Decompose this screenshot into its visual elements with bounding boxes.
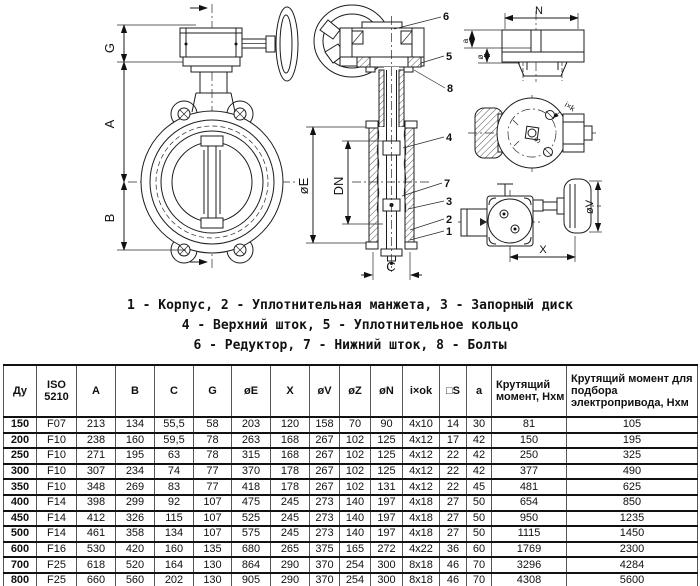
table-cell: 358 (116, 526, 155, 542)
table-cell: F10 (37, 448, 77, 464)
table-cell: 377 (492, 464, 567, 480)
dim-label-square: S (532, 135, 543, 146)
dim-label-bore: ø (476, 54, 485, 60)
table-row (4, 433, 698, 449)
table-cell: 864 (232, 557, 271, 573)
gearbox-section (340, 22, 424, 72)
column-header-oe: øE (232, 365, 271, 417)
table-cell: 238 (77, 433, 116, 449)
table-cell: 165 (340, 542, 371, 558)
table-cell: 134 (155, 526, 194, 542)
table-cell: 130 (194, 557, 232, 573)
table-cell: 3296 (492, 557, 567, 573)
gearbox-top-view (458, 179, 602, 262)
table-cell: 420 (116, 542, 155, 558)
column-header-oz: øZ (340, 365, 371, 417)
cell-dn: 600 (4, 542, 37, 558)
table-cell: 63 (155, 448, 194, 464)
cell-dn: 500 (4, 526, 37, 542)
valve-technical-drawing (0, 0, 700, 292)
table-cell: 267 (310, 479, 340, 495)
table-cell: 254 (340, 573, 371, 586)
table-cell: 36 (440, 542, 467, 558)
table-cell: 370 (310, 573, 340, 586)
dim-label-g: G (102, 42, 117, 54)
table-cell: 164 (155, 557, 194, 573)
cell-dn: 350 (4, 479, 37, 495)
column-header-du: Ду (4, 365, 37, 417)
table-cell: 265 (271, 542, 310, 558)
table-cell: 8x18 (403, 557, 440, 573)
table-cell: 4x12 (403, 479, 440, 495)
table-cell: 134 (116, 417, 155, 433)
table-cell: 315 (232, 448, 271, 464)
table-cell: 105 (567, 417, 698, 433)
table-cell: 45 (467, 479, 492, 495)
table-cell: 525 (232, 511, 271, 527)
table-cell: 60 (467, 542, 492, 558)
column-header-on: øN (371, 365, 403, 417)
table-cell: 267 (310, 464, 340, 480)
table-cell: 490 (567, 464, 698, 480)
table-cell: 83 (155, 479, 194, 495)
table-cell: 5600 (567, 573, 698, 586)
table-cell: 290 (271, 573, 310, 586)
column-header-iso: ISO 5210 (37, 365, 77, 417)
table-cell: 300 (371, 573, 403, 586)
table-row (4, 448, 698, 464)
dim-label-a: A (102, 119, 117, 129)
table-row (4, 495, 698, 511)
table-cell: 107 (194, 495, 232, 511)
table-cell: 131 (371, 479, 403, 495)
table-cell: 22 (440, 479, 467, 495)
table-cell: 197 (371, 511, 403, 527)
cell-dn: 400 (4, 495, 37, 511)
table-cell: 1769 (492, 542, 567, 558)
table-cell: 263 (232, 433, 271, 449)
table-cell: 348 (77, 479, 116, 495)
callout-2: 2 (446, 214, 453, 226)
callout-8: 8 (447, 83, 454, 95)
table-row (4, 417, 698, 433)
dim-label-square-depth: a (461, 38, 470, 44)
table-cell: 42 (467, 464, 492, 480)
table-cell: 70 (340, 417, 371, 433)
table-row (4, 464, 698, 480)
table-cell: 178 (271, 464, 310, 480)
table-cell: 4x10 (403, 417, 440, 433)
cell-dn: 300 (4, 464, 37, 480)
table-cell: 50 (467, 526, 492, 542)
table-cell: 77 (194, 479, 232, 495)
table-cell: 160 (116, 433, 155, 449)
table-cell: 2300 (567, 542, 698, 558)
table-cell: 4x18 (403, 495, 440, 511)
table-cell: 102 (340, 448, 371, 464)
table-cell: 92 (155, 495, 194, 511)
table-row (4, 573, 698, 586)
table-cell: 4x18 (403, 511, 440, 527)
table-cell: F07 (37, 417, 77, 433)
callout-4: 4 (446, 132, 453, 144)
table-cell: 654 (492, 495, 567, 511)
table-cell: 140 (340, 511, 371, 527)
table-cell: 150 (492, 433, 567, 449)
table-cell: 660 (77, 573, 116, 586)
table-cell: 560 (116, 573, 155, 586)
table-cell: 300 (371, 557, 403, 573)
callout-3: 3 (446, 196, 453, 208)
dim-label-c: C (386, 259, 396, 274)
table-cell: 203 (232, 417, 271, 433)
table-cell: 234 (116, 464, 155, 480)
table-cell: 370 (310, 557, 340, 573)
column-header-b: B (116, 365, 155, 417)
table-cell: 4x12 (403, 433, 440, 449)
dim-label-x: X (539, 244, 547, 256)
table-cell: 17 (440, 433, 467, 449)
table-cell: 158 (310, 417, 340, 433)
table-cell: 30 (467, 417, 492, 433)
table-cell: 8x18 (403, 573, 440, 586)
table-cell: 370 (232, 464, 271, 480)
table-cell: 70 (467, 557, 492, 573)
table-cell: 42 (467, 448, 492, 464)
table-cell: 481 (492, 479, 567, 495)
table-cell: 950 (492, 511, 567, 527)
table-cell: 102 (340, 433, 371, 449)
table-cell: 27 (440, 526, 467, 542)
table-cell: 58 (194, 417, 232, 433)
legend-line-3: 6 - Редуктор, 7 - Нижний шток, 8 - Болты (193, 338, 507, 353)
table-cell: 418 (232, 479, 271, 495)
table-cell: 168 (271, 448, 310, 464)
table-cell: 625 (567, 479, 698, 495)
table-cell: 272 (371, 542, 403, 558)
table-cell: 202 (155, 573, 194, 586)
table-cell: 70 (467, 573, 492, 586)
table-cell: 245 (271, 526, 310, 542)
table-cell: 520 (116, 557, 155, 573)
table-cell: 213 (77, 417, 116, 433)
table-cell: 50 (467, 511, 492, 527)
cell-dn: 450 (4, 511, 37, 527)
table-cell: 74 (155, 464, 194, 480)
table-cell: 618 (77, 557, 116, 573)
table-cell: 78 (194, 448, 232, 464)
table-header-row (4, 365, 698, 417)
table-cell: 102 (340, 479, 371, 495)
table-cell: 197 (371, 526, 403, 542)
column-header-x: X (271, 365, 310, 417)
dim-label-ov: øV (584, 199, 596, 215)
table-cell: 42 (467, 433, 492, 449)
table-cell: 160 (155, 542, 194, 558)
table-cell: 140 (340, 495, 371, 511)
table-row (4, 557, 698, 573)
dimensions-table (3, 364, 698, 586)
callout-6: 6 (443, 11, 450, 23)
table-row (4, 479, 698, 495)
table-cell: F14 (37, 511, 77, 527)
table-cell: 120 (271, 417, 310, 433)
table-cell: 59,5 (155, 433, 194, 449)
table-cell: F10 (37, 479, 77, 495)
table-cell: F25 (37, 557, 77, 573)
table-cell: 1235 (567, 511, 698, 527)
table-cell: F14 (37, 495, 77, 511)
dim-label-b: B (102, 213, 117, 223)
table-cell: 115 (155, 511, 194, 527)
table-cell: 27 (440, 511, 467, 527)
table-cell: 46 (440, 573, 467, 586)
table-cell: 530 (77, 542, 116, 558)
table-cell: 1115 (492, 526, 567, 542)
table-body (4, 417, 698, 586)
dim-label-oe: øE (296, 177, 311, 195)
table-cell: 27 (440, 495, 467, 511)
legend-line-2: 4 - Верхний шток, 5 - Уплотнительное кольцо (181, 318, 519, 333)
table-row (4, 542, 698, 558)
column-header-a-small: a (467, 365, 492, 417)
table-cell: 197 (371, 495, 403, 511)
table-cell: 22 (440, 464, 467, 480)
table-cell: 125 (371, 433, 403, 449)
table-cell: 475 (232, 495, 271, 511)
column-header-g: G (194, 365, 232, 417)
table-cell: 273 (310, 526, 340, 542)
table-cell: 50 (467, 495, 492, 511)
table-cell: 125 (371, 464, 403, 480)
mount-pattern-detail (468, 95, 597, 173)
table-cell: 14 (440, 417, 467, 433)
table-cell: 1450 (567, 526, 698, 542)
column-header-ixok: i×ok (403, 365, 440, 417)
table-cell: 4x12 (403, 448, 440, 464)
handwheel-front (242, 7, 298, 81)
table-row (4, 511, 698, 527)
table-cell: 250 (492, 448, 567, 464)
table-cell: 325 (567, 448, 698, 464)
callout-7: 7 (444, 178, 451, 190)
table-cell: F10 (37, 464, 77, 480)
column-header-torque-actuator: Крутящий момент для подбора электропривода, Нхм (567, 365, 698, 417)
table-cell: 168 (271, 433, 310, 449)
table-cell: 326 (116, 511, 155, 527)
table-cell: 4308 (492, 573, 567, 586)
table-cell: 267 (310, 433, 340, 449)
table-cell: 680 (232, 542, 271, 558)
table-row (4, 526, 698, 542)
table-cell: F25 (37, 573, 77, 586)
table-cell: F10 (37, 433, 77, 449)
table-cell: 273 (310, 511, 340, 527)
table-cell: 4x18 (403, 526, 440, 542)
table-cell: 90 (371, 417, 403, 433)
table-cell: 299 (116, 495, 155, 511)
table-cell: 271 (77, 448, 116, 464)
table-cell: 195 (116, 448, 155, 464)
flange-detail (461, 5, 584, 82)
table-cell: 4x12 (403, 464, 440, 480)
front-view (102, 4, 298, 270)
callout-1: 1 (446, 226, 453, 238)
table-cell: 107 (194, 511, 232, 527)
legend-line-1: 1 - Корпус, 2 - Уплотнительная манжета, 3 - Запорный диск (126, 298, 574, 313)
dim-label-ixk: i×k (562, 100, 577, 114)
table-cell: 46 (440, 557, 467, 573)
cell-dn: 150 (4, 417, 37, 433)
callout-5: 5 (446, 51, 453, 63)
table-cell: 307 (77, 464, 116, 480)
table-cell: 102 (340, 464, 371, 480)
table-cell: 575 (232, 526, 271, 542)
table-cell: 269 (116, 479, 155, 495)
cell-dn: 250 (4, 448, 37, 464)
table-cell: 375 (310, 542, 340, 558)
table-cell: 4x22 (403, 542, 440, 558)
table-cell: 135 (194, 542, 232, 558)
table-cell: 55,5 (155, 417, 194, 433)
table-cell: 412 (77, 511, 116, 527)
dim-label-n: N (535, 5, 543, 17)
table-cell: 125 (371, 448, 403, 464)
table-cell: 254 (340, 557, 371, 573)
gearbox-front (180, 28, 242, 112)
table-cell: F16 (37, 542, 77, 558)
table-cell: 905 (232, 573, 271, 586)
column-header-c: C (155, 365, 194, 417)
table-cell: 398 (77, 495, 116, 511)
table-cell: 130 (194, 573, 232, 586)
parts-legend (0, 292, 700, 362)
table-cell: 107 (194, 526, 232, 542)
table-cell: 290 (271, 557, 310, 573)
table-cell: 195 (567, 433, 698, 449)
table-cell: F14 (37, 526, 77, 542)
table-cell: 461 (77, 526, 116, 542)
dim-label-dn: DN (331, 176, 346, 196)
table-cell: 140 (340, 526, 371, 542)
table-cell: 245 (271, 495, 310, 511)
table-cell: 267 (310, 448, 340, 464)
column-header-torque: Крутящий момент, Нхм (492, 365, 567, 417)
table-cell: 22 (440, 448, 467, 464)
table-cell: 178 (271, 479, 310, 495)
cell-dn: 700 (4, 557, 37, 573)
cell-dn: 800 (4, 573, 37, 586)
column-header-ov: øV (310, 365, 340, 417)
table-cell: 4284 (567, 557, 698, 573)
column-header-a: A (77, 365, 116, 417)
valve-body-front (141, 111, 283, 253)
column-header-s: □S (440, 365, 467, 417)
table-cell: 81 (492, 417, 567, 433)
table-cell: 245 (271, 511, 310, 527)
section-view (296, 5, 453, 280)
table-cell: 78 (194, 433, 232, 449)
table-cell: 77 (194, 464, 232, 480)
table-cell: 850 (567, 495, 698, 511)
table-cell: 273 (310, 495, 340, 511)
cell-dn: 200 (4, 433, 37, 449)
